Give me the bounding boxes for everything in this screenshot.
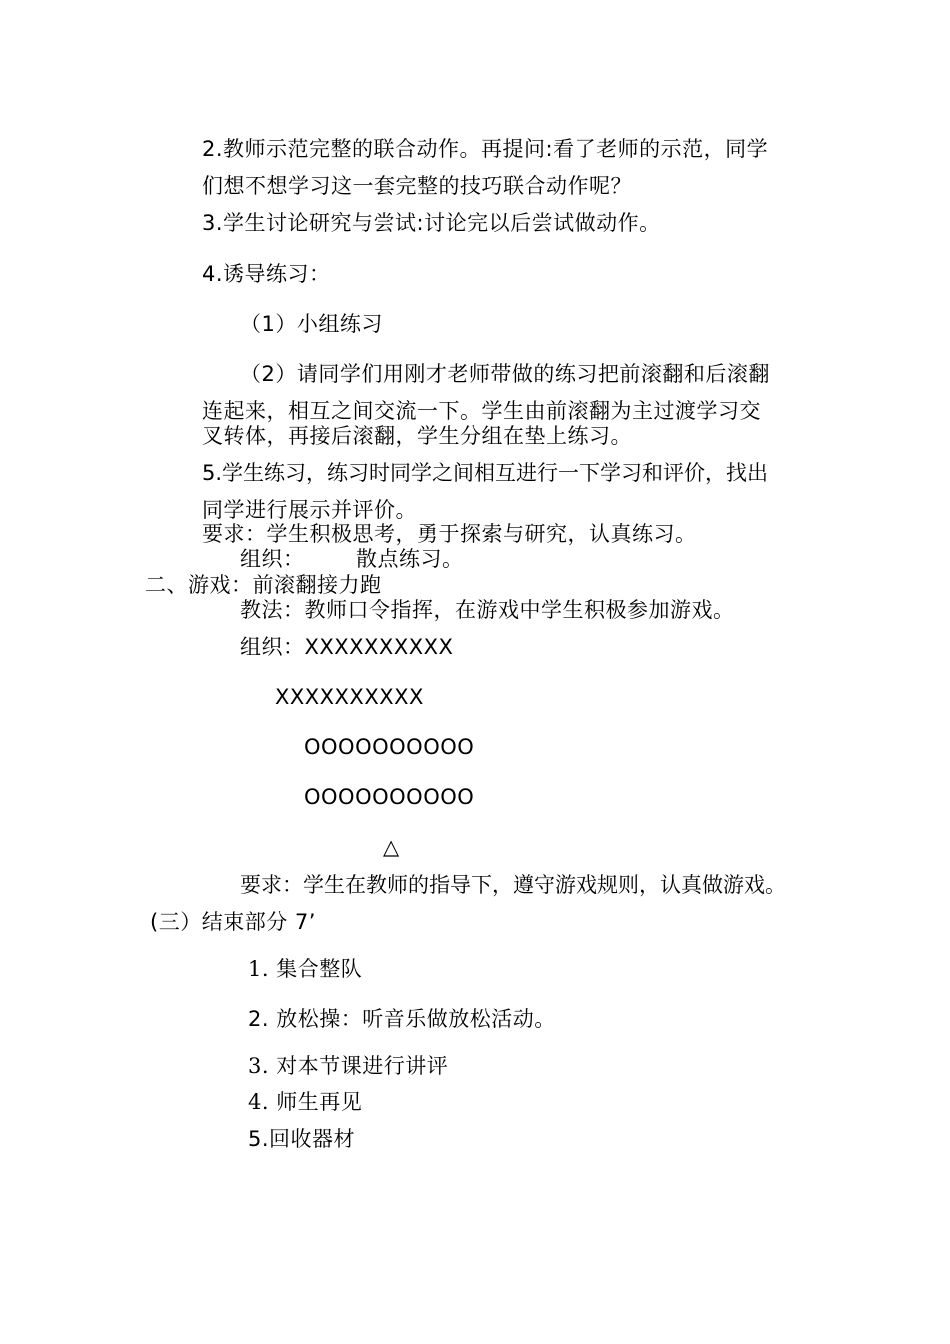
ending-item-3: 3. 对本节课进行讲评 xyxy=(248,1054,449,1078)
organization-label-1: 组织： xyxy=(240,547,305,571)
section-3-heading: (三）结束部分 7’ xyxy=(150,910,316,934)
step-3: 3.学生讨论研究与尝试:讨论完以后尝试做动作。 xyxy=(202,211,661,235)
step-5-line-1: 5.学生练习，练习时同学之间相互进行一下学习和评价，找出 xyxy=(202,461,769,485)
formation-row-3: OOOOOOOOOO xyxy=(304,735,475,759)
step-2-line-1: 2.教师示范完整的联合动作。再提问:看了老师的示范，同学 xyxy=(202,137,769,161)
ending-item-5: 5.回收器材 xyxy=(248,1127,356,1151)
step-4-item-2-line-3: 叉转体，再接后滚翻，学生分组在垫上练习。 xyxy=(202,424,632,448)
ending-item-2: 2. 放松操：听音乐做放松活动。 xyxy=(248,1007,556,1031)
step-2-line-2: 们想不想学习这一套完整的技巧联合动作呢？ xyxy=(202,174,632,198)
formation-row-4: OOOOOOOOOO xyxy=(304,785,475,809)
ending-item-1: 1. 集合整队 xyxy=(248,957,363,981)
requirement-1: 要求：学生积极思考，勇于探索与研究，认真练习。 xyxy=(202,522,697,546)
organization-value-1: 散点练习。 xyxy=(356,547,464,571)
formation-row-2: XXXXXXXXXX xyxy=(275,685,424,709)
formation-row-1: 组织：XXXXXXXXXX xyxy=(240,635,454,659)
section-2-heading: 二、游戏：前滚翻接力跑 xyxy=(145,573,382,597)
teaching-method: 教法：教师口令指挥，在游戏中学生积极参加游戏。 xyxy=(240,598,735,622)
step-4-item-2-line-2: 连起来，相互之间交流一下。学生由前滚翻为主过渡学习交 xyxy=(202,399,761,423)
step-5-line-2: 同学进行展示并评价。 xyxy=(202,498,417,522)
step-4-item-1: （1）小组练习 xyxy=(240,312,383,336)
step-4-item-2-line-1: （2）请同学们用刚才老师带做的练习把前滚翻和后滚翻 xyxy=(240,362,770,386)
step-4: 4.诱导练习： xyxy=(202,262,331,286)
requirement-2: 要求：学生在教师的指导下，遵守游戏规则，认真做游戏。 xyxy=(240,873,786,897)
teacher-triangle: △ xyxy=(383,835,400,859)
ending-item-4: 4. 师生再见 xyxy=(248,1090,363,1114)
